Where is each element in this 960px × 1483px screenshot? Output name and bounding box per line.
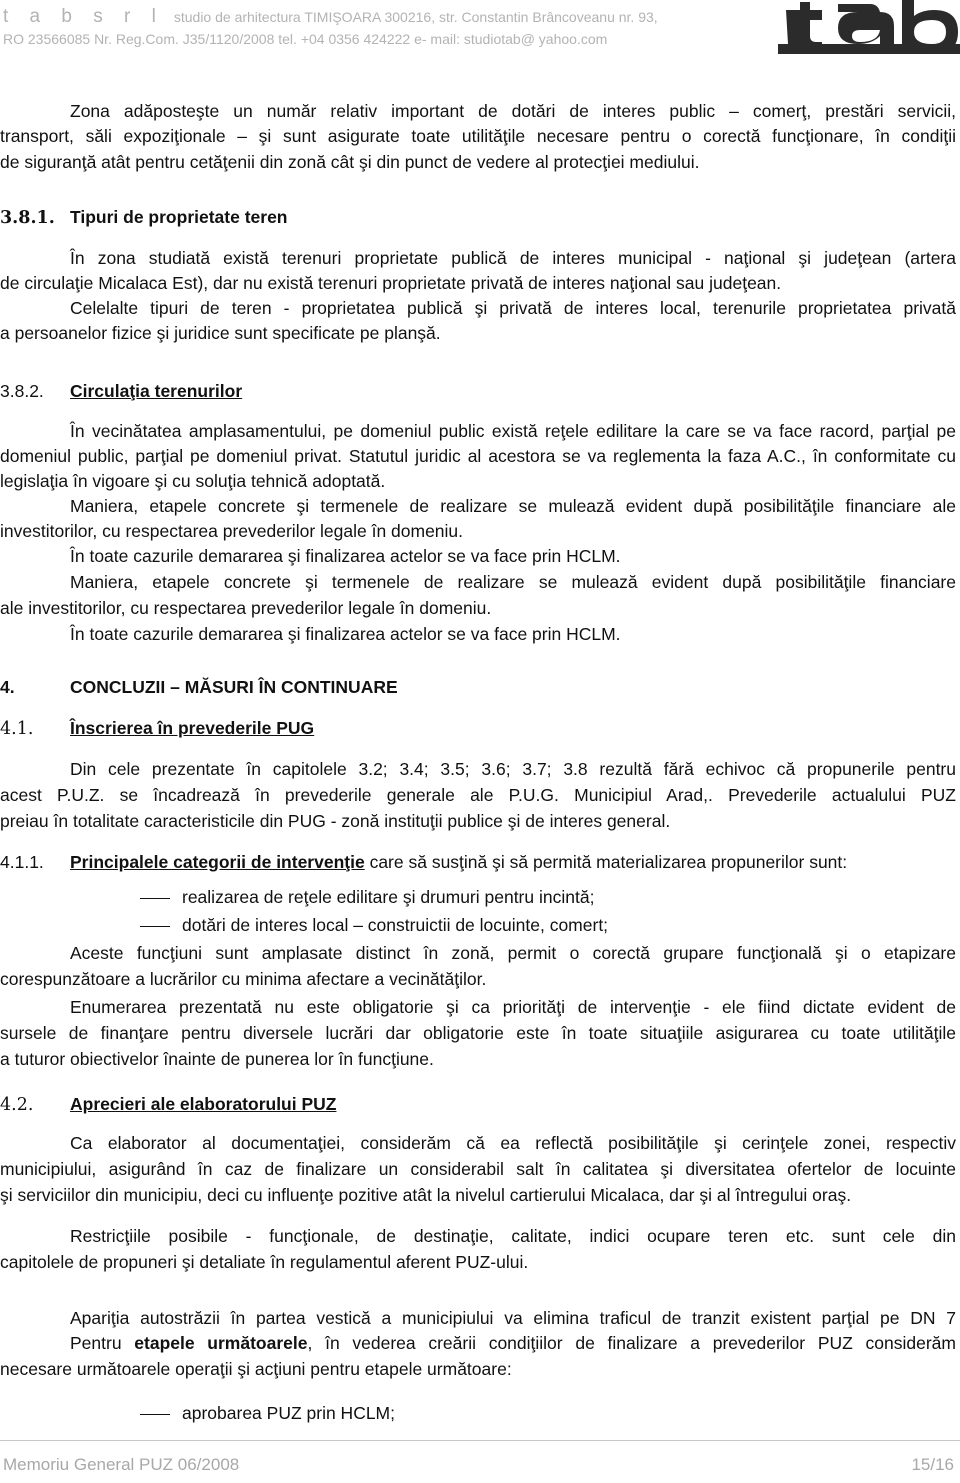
section-heading-4-1-1: [0, 850, 956, 874]
paragraph-line: a tuturor obiectivelor înainte de punerea lor în funcţiune.: [0, 1049, 434, 1069]
paragraph-line: Din cele prezentate în capitolele 3.2; 3.4; 3.5; 3.6; 3.7; 3.8 rezultă fără echivoc că propunerile pentru: [70, 759, 956, 779]
paragraph-line: În toate cazurile demararea şi finalizarea actelor se va face prin HCLM.: [70, 624, 621, 644]
section-title: Principalele categorii de intervenţie: [70, 852, 365, 872]
list-item: aprobarea PUZ prin HCLM;: [0, 1401, 956, 1425]
section-heading-4-2: [0, 1092, 956, 1117]
paragraph-line: Maniera, etapele concrete şi termenele de realizare se mulează evident după posibilităţile financiare ale: [70, 496, 956, 516]
paragraph-line: Maniera, etapele concrete şi termenele de realizare se mulează evident după posibilităţile financiare: [70, 572, 956, 592]
paragraph-line: Zona adăposteşte un număr relativ important de dotări de interes public – comerţ, prestări servicii,: [70, 101, 956, 121]
dash-bullet-icon: [140, 1414, 170, 1415]
paragraph-line: preiau în totalitate caracteristicile din PUG - zonă instituţii publice şi de interes general.: [0, 811, 671, 831]
paragraph-line: corespunzătoare a lucrărilor cu minima afectare a vecinătăţilor.: [0, 969, 487, 989]
paragraph-line: de siguranţă atât pentru cetăţenii din zonă cât şi din punct de vedere al protecţiei mediului.: [0, 152, 700, 172]
dash-bullet-icon: [140, 898, 170, 899]
paragraph-line: ale investitorilor, cu respectarea prevederilor legale în domeniu.: [0, 598, 492, 618]
paragraph-line: şi serviciilor din municipiu, deci cu influenţe pozitive atât la nivelul cartierului Micalaca, dar şi al întregului oraş.: [0, 1185, 852, 1205]
page-footer: [0, 1440, 960, 1483]
page-number: 15/16: [911, 1455, 954, 1474]
section-heading-4-1: [0, 716, 956, 741]
paragraph-line: a persoanelor fizice şi juridice sunt specificate pe planşă.: [0, 323, 441, 343]
paragraph-line: investitorilor, cu respectarea prevederilor legale în domeniu.: [0, 521, 464, 541]
paragraph-line: Aceste funcţiuni sunt amplasate distinct în zonă, permit o corectă grupare funcţională şi o etapizare: [70, 943, 956, 963]
list-item: realizarea de reţele edilitare şi drumuri pentru incintă;: [0, 885, 956, 909]
section-title: Circulaţia terenurilor: [70, 381, 243, 401]
list-item: dotări de interes local – construictii de locuinte, comert;: [0, 913, 956, 937]
section-intro: care să susţină şi să permită materializarea propunerilor sunt:: [364, 852, 848, 872]
section-heading-4: [0, 675, 956, 699]
bold-phrase: etapele următoarele: [134, 1333, 308, 1353]
paragraph-line: Apariţia autostrăzii în partea vestică a municipiului va elimina traficul de tranzit existent parţial pe DN 7: [70, 1308, 956, 1328]
section-title: Înscrierea în prevederile PUG: [70, 718, 315, 738]
section-title: CONCLUZII – MĂSURI ÎN CONTINUARE: [70, 677, 398, 697]
section-title: Aprecieri ale elaboratorului PUZ: [70, 1094, 337, 1114]
document-title: Memoriu General PUZ 06/2008: [3, 1455, 240, 1474]
section-heading-3-8-1: [0, 205, 956, 230]
paragraph-line: capitolele de propuneri şi detaliate în regulamentul aferent PUZ-ului.: [0, 1252, 529, 1272]
paragraph-line: necesare următoarele operaţii şi acţiuni pentru etapele următoare:: [0, 1359, 512, 1379]
section-number: 3.8.1.: [0, 208, 55, 228]
section-number: 4.: [0, 677, 15, 697]
section-number: 4.2.: [0, 1095, 34, 1115]
paragraph-line: În zona studiată există terenuri proprietate publică de interes municipal - naţional şi judeţean (artera: [70, 248, 956, 268]
paragraph-line: Ca elaborator al documentaţiei, considerăm că ea reflectă posibilităţile şi cerinţele zonei, respectiv: [70, 1133, 956, 1153]
paragraph-line: Restricţiile posibile - funcţionale, de destinaţie, calitate, indici ocupare teren etc. sunt cele din: [70, 1226, 956, 1246]
section-number: 4.1.: [0, 719, 34, 739]
section-number: 4.1.1.: [0, 852, 44, 872]
section-title: Tipuri de proprietate teren: [70, 207, 288, 227]
paragraph-line: Celelalte tipuri de teren - proprietatea publică şi privată de interes local, terenurile proprietatea privată: [70, 298, 956, 318]
paragraph-line: legislaţia în vigoare şi cu soluţia tehnică adoptată.: [0, 471, 386, 491]
section-heading-3-8-2: [0, 379, 956, 403]
header-address: studio de arhitectura TIMIŞOARA 300216, str. Constantin Brâncoveanu nr. 93,: [173, 9, 658, 25]
paragraph-line: Enumerarea prezentată nu este obligatorie şi ca priorităţi de intervenţie - ele fiind dictate evident de: [70, 997, 956, 1017]
paragraph-line: În toate cazurile demararea şi finalizarea actelor se va face prin HCLM.: [70, 546, 621, 566]
paragraph-line: municipiului, asigurând în caz de finalizare un considerabil salt în calitatea şi diversitatea ofertelor de locuinte: [0, 1159, 956, 1179]
paragraph-line: de circulaţie Micalaca Est), dar nu există terenuri proprietate privată de interes naţional sau judeţean.: [0, 273, 782, 293]
paragraph-line: sursele de finanţare pentru diversele lucrări dar obligatorie este în toate situaţiile asigurarea cu toate utilităţile: [0, 1023, 956, 1043]
dash-bullet-icon: [140, 926, 170, 927]
paragraph-line: domeniul public, parţial pe domeniul privat. Statutul juridic al acestora se va reglementa la faza A.C., în conformitate cu: [0, 446, 956, 466]
header-line-2: RO 23566085 Nr. Reg.Com. J35/1120/2008 tel. +04 0356 424222 e- mail: studiotab@ yahoo.com: [3, 31, 608, 47]
paragraph-line: transport, săli expoziţionale – şi sunt asigurate toate utilităţile necesare pentru o corectă funcţionare, în condiţii: [0, 126, 956, 146]
paragraph-line: acest P.U.Z. se încadrează în prevederile generale ale P.U.G. Municipiul Arad,. Prevederile actualului PUZ: [0, 785, 956, 805]
company-name: t a b s r l: [3, 6, 164, 27]
section-number: 3.8.2.: [0, 381, 44, 401]
paragraph-line: În vecinătatea amplasamentului, pe domeniul public există reţele edilitare la care se va face racord, parţial pe: [70, 421, 956, 441]
paragraph-line: Pentru etapele următoarele, în vederea creării condiţiilor de finalizare a prevederilor PUZ considerăm: [70, 1333, 956, 1353]
